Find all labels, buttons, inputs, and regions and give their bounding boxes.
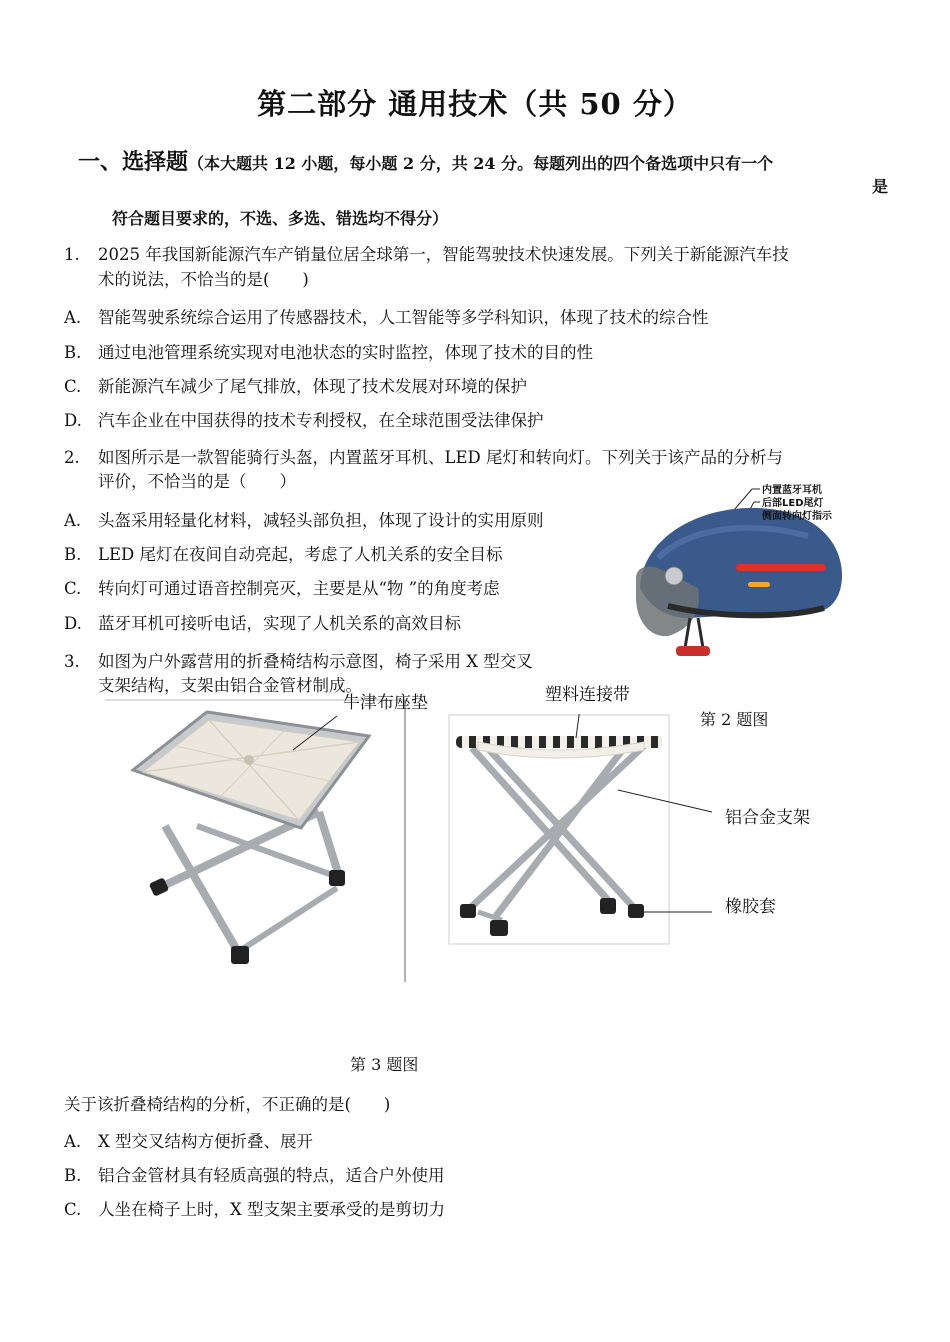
q1-option-d: D. 汽车企业在中国获得的技术专利授权，在全球范围受法律保护 [64,411,544,430]
question-3-line-1: 如图为户外露营用的折叠椅结构示意图，椅子采用 X 型交叉 [98,652,533,671]
section-heading-label: 一、选择题 [78,149,189,175]
callout-rubber: 橡胶套 [725,897,776,917]
helmet-figure [628,478,860,666]
chair-illustration-left [105,698,407,982]
callout-strap: 塑料连接带 [545,685,630,705]
figure-2-caption: 第 2 题图 [700,710,769,729]
helmet-label-earphone: 内置蓝牙耳机 [762,485,822,496]
section-instruction-2: 符合题目要求的，不选、多选、错选均不得分） [112,209,449,228]
q2-option-a: A. 头盔采用轻量化材料，减轻头部负担，体现了设计的实用原则 [64,511,544,530]
callout-lines-right [600,780,720,920]
helmet-label-turn-signal: 侧面转向灯指示 [762,511,832,522]
question-1-line-2: 术的说法，不恰当的是( ) [98,270,309,289]
question-2-line-2: 评价，不恰当的是（ ） [98,472,296,491]
chair-figure-left [105,698,407,982]
question-3-line-2: 支架结构，支架由铝合金管材制成。 [98,676,362,695]
question-number: 2. [64,448,80,467]
page-title: 第二部分 通用技术（共 50 分） [257,87,693,121]
q2-option-b: B. LED 尾灯在夜间自动亮起，考虑了人机关系的安全目标 [64,545,503,564]
q1-option-a: A. 智能驾驶系统综合运用了传感器技术，人工智能等多学科知识，体现了技术的综合性 [64,308,709,327]
q3-option-c: C. 人坐在椅子上时，X 型支架主要承受的是剪切力 [64,1200,445,1219]
question-3-stem [64,649,533,674]
q1-option-b: B. 通过电池管理系统实现对电池状态的实时监控，体现了技术的目的性 [64,343,593,362]
q1-option-c: C. 新能源汽车减少了尾气排放，体现了技术发展对环境的保护 [64,377,527,396]
question-2-line-1: 如图所示是一款智能骑行头盔，内置蓝牙耳机、LED 尾灯和转向灯。下列关于该产品的分析与 [98,448,783,467]
helmet-label-tail-light: 后部LED尾灯 [762,498,824,509]
question-1-line-1: 2025 年我国新能源汽车产销量位居全球第一，智能驾驶技术快速发展。下列关于新能源汽车技 [98,245,789,264]
question-number: 3. [64,652,80,671]
question-1-stem [64,242,894,267]
figure-3-caption: 第 3 题图 [350,1055,419,1074]
question-number: 1. [64,245,80,264]
callout-seat: 牛津布座垫 [343,693,428,713]
section-instruction-tail: 是 [871,177,888,196]
section-instruction-1: （本大题共 12 小题，每小题 2 分，共 24 分。每题列出的四个备选项中只有一个 [188,154,774,173]
q3-option-b: B. 铝合金管材具有轻质高强的特点，适合户外使用 [64,1166,445,1185]
callout-frame: 铝合金支架 [725,808,810,828]
q2-option-c: C. 转向灯可通过语音控制亮灭，主要是从“物 ”的角度考虑 [64,579,500,598]
question-3-prompt: 关于该折叠椅结构的分析，不正确的是( ) [64,1095,391,1114]
q3-option-a: A. X 型交叉结构方便折叠、展开 [64,1132,313,1151]
q2-option-d: D. 蓝牙耳机可接听电话，实现了人机关系的高效目标 [64,614,461,633]
section-heading [78,145,890,176]
question-2-stem [64,445,894,470]
